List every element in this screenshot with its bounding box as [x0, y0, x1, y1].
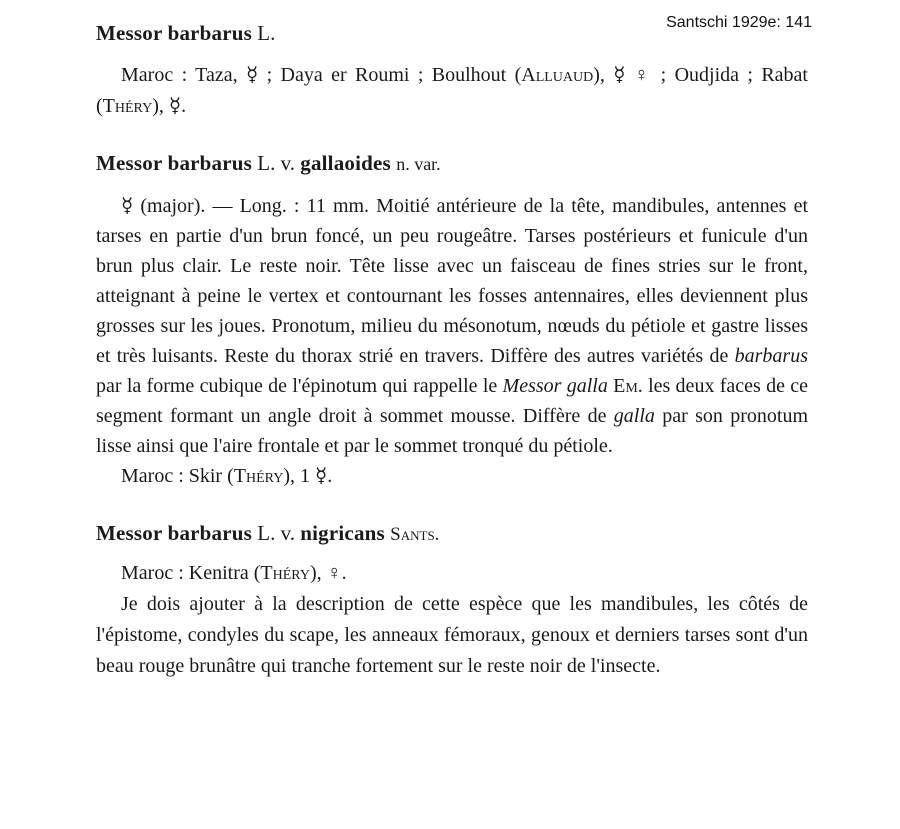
taxon-name: Messor barbarus: [96, 151, 253, 175]
variety-name: nigricans: [300, 521, 385, 545]
spacer: [96, 122, 808, 148]
spacer: [96, 492, 808, 518]
citation-label: Santschi 1929e: 141: [666, 14, 812, 31]
taxon-author: L.: [257, 21, 276, 45]
heading-messor-barbarus: [96, 18, 808, 48]
text-run: Maroc : Taza, ☿ ; Daya er Roumi ; Boulhout (: [121, 64, 522, 86]
heading-nigricans: [96, 518, 808, 550]
locality-paragraph-3: [96, 558, 808, 589]
variety-name: gallaoides: [300, 151, 391, 175]
variety-suffix: n. var.: [396, 154, 441, 174]
collector-name: Théry: [102, 95, 153, 117]
collector-name: Théry: [260, 562, 310, 584]
variety-author: Sants.: [390, 524, 440, 545]
locality-paragraph-2: [96, 461, 808, 492]
taxon-author: L. v.: [257, 521, 295, 545]
heading-gallaoides: [96, 148, 808, 179]
text-run: ), 1 ☿.: [283, 465, 333, 487]
locality-paragraph-1: [96, 60, 808, 122]
description-paragraph: [96, 191, 808, 461]
collector-name: Alluaud: [521, 64, 594, 86]
italic-taxon: barbarus: [734, 345, 808, 367]
text-run: Maroc : Kenitra (: [121, 562, 261, 584]
author-abbrev: Em.: [613, 375, 643, 397]
taxon-name: Messor barbarus: [96, 21, 253, 45]
collector-name: Théry: [233, 465, 284, 487]
taxon-author: L. v.: [257, 151, 295, 175]
text-run: par son pronotum lisse ainsi que l'aire frontale et par le sommet tronqué du pétiole.: [96, 405, 808, 457]
text-run: les deux faces de ce segment formant un angle droit à sommet mousse. Diffère de: [96, 375, 808, 427]
text-run: ), ☿.: [152, 95, 187, 117]
text-run: ☿ (major). — Long. : 11 mm. Moitié antérieure de la tête, mandibules, antennes et tarses en partie d'un brun foncé, un peu rougeâtre. Tarses postérieurs et funicule d'un brun plus clair. Le reste noir. Tête lisse avec un faisceau de fines stries sur le front, atteignant à peine le vertex et contournant les fosses antennaires, elles deviennent plus grosses sur les joues. Pronotum, milieu du mésonotum, nœuds du pétiole et gastre lisses et très luisants. Reste du thorax strié en travers. Diffère des autres variétés de: [96, 195, 808, 367]
text-run: par la forme cubique de l'épinotum qui rappelle le: [96, 375, 503, 397]
italic-taxon: galla: [613, 405, 655, 427]
text-run: ), ☿ ♀ ; Oudjida ; Rabat (: [96, 64, 808, 117]
italic-taxon: Messor galla: [502, 375, 608, 397]
text-run: ), ♀.: [309, 562, 347, 584]
document-page: [96, 18, 808, 682]
text-run: Maroc : Skir (: [121, 465, 234, 487]
note-paragraph: Je dois ajouter à la description de cette espèce que les mandibules, les côtés de l'épistome, condyles du scape, les anneaux fémoraux, genoux et derniers tarses sont d'un beau rouge brunâtre qui tranche fortement sur le reste noir de l'insecte.: [96, 593, 808, 677]
taxon-name: Messor barbarus: [96, 521, 253, 545]
